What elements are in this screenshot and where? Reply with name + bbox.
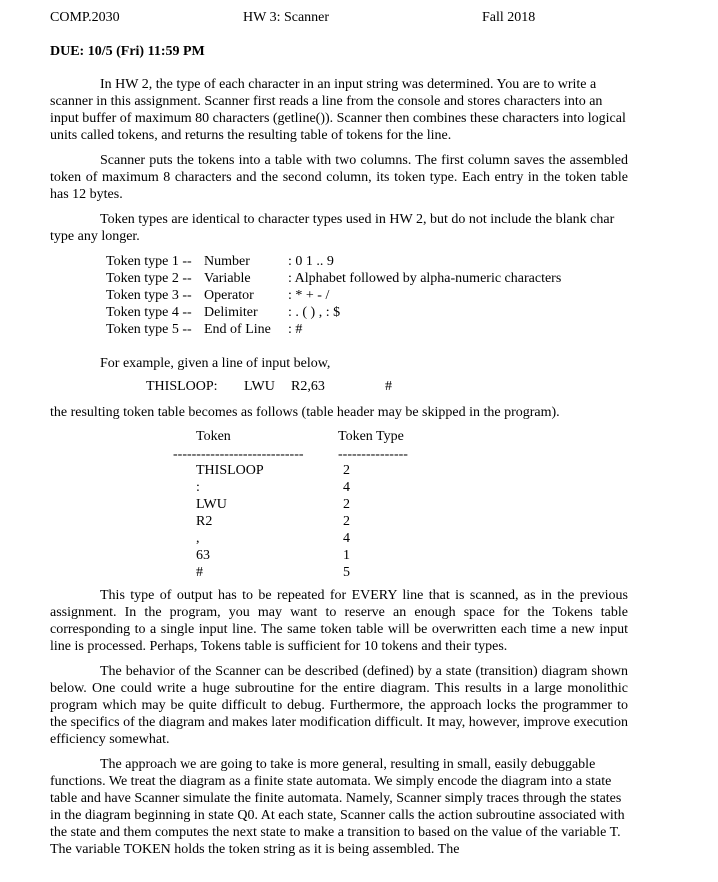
token-type-item: [106, 304, 626, 321]
paragraph-example: For example, given a line of input below,: [100, 356, 331, 371]
row-token: 63: [196, 548, 210, 563]
token-type-label: Token type 4 --: [106, 305, 192, 320]
paragraph-result: the resulting token table becomes as follows (table header may be skipped in the program).: [50, 405, 560, 420]
example-label: THISLOOP:: [146, 379, 218, 394]
row-token: #: [196, 565, 203, 580]
row-type: 2: [343, 514, 350, 529]
token-type-desc: : Alphabet followed by alpha-numeric characters: [288, 271, 562, 286]
header-token: Token: [196, 429, 231, 444]
due-date-text: DUE: 10/5 (Fri) 11:59 PM: [50, 44, 205, 59]
token-type-item: [106, 287, 626, 304]
term: Fall 2018: [482, 10, 536, 25]
token-type-name: Number: [204, 254, 250, 269]
row-type: 4: [343, 531, 350, 546]
token-type-name: Delimiter: [204, 305, 258, 320]
paragraph-token-table: Scanner puts the tokens into a table with two columns. The first column saves the assembled token of maximum 8 characters and the second column, its token type. Each entry in the token table has 12 bytes.: [50, 153, 628, 202]
token-type-desc: : 0 1 .. 9: [288, 254, 334, 269]
row-token: R2: [196, 514, 213, 529]
paragraph-token-types: Token types are identical to character types used in HW 2, but do not include the blank char type any longer.: [50, 212, 615, 244]
example-op: LWU: [244, 379, 275, 394]
paragraph-repeat: This type of output has to be repeated for EVERY line that is scanned, as in the previous assignment. In the program, you may want to reserve an enough space for the Tokens table corresponding to a single input line. The same token table will be overwritten each time a new input line is processed. Perhaps, Tokens table is sufficient for 10 tokens and their types.: [50, 588, 628, 654]
paragraph-approach: The approach we are going to take is more general, resulting in small, easily debuggable functions. We treat the diagram as a finite state automata. We simply encode the diagram into a state table and have Scanner simulate the finite automata. Namely, Scanner simply traces through the states in the diagram beginning in state Q0. At each state, Scanner calls the action subroutine associated with the state and them computes the next state to make a transition to based on the value of the variable T. The variable TOKEN holds the token string as it is being assembled. The: [50, 757, 625, 857]
token-type-name: Operator: [204, 288, 254, 303]
paragraph-behavior: The behavior of the Scanner can be described (defined) by a state (transition) diagram shown below. One could write a huge subroutine for the entire diagram. This results in a large monolithic program which may be quite difficult to debug. Furthermore, the approach locks the programmer to the specifics of the diagram and makes later modification difficult. It may, however, improve execution efficiency somewhat.: [50, 664, 628, 747]
course-code: COMP.2030: [50, 10, 120, 25]
row-type: 4: [343, 480, 350, 495]
header-token-type: Token Type: [338, 429, 404, 444]
paragraph-intro: In HW 2, the type of each character in an input string was determined. You are to write a scanner in this assignment. Scanner first reads a line from the console and stores characters into an input buffer of maximum 80 characters (getline()). Scanner then combines these characters into logical units called tokens, and returns the resulting table of tokens for the line.: [50, 77, 626, 143]
row-token: THISLOOP: [196, 463, 264, 478]
token-type-item: [106, 270, 626, 287]
token-type-label: Token type 2 --: [106, 271, 192, 286]
token-type-label: Token type 5 --: [106, 322, 192, 337]
token-type-item: [106, 253, 626, 270]
example-end: #: [385, 379, 392, 394]
token-type-name: End of Line: [204, 322, 271, 337]
example-args: R2,63: [291, 379, 325, 394]
row-type: 5: [343, 565, 350, 580]
row-type: 2: [343, 463, 350, 478]
document-title: HW 3: Scanner: [243, 10, 330, 25]
token-type-desc: : . ( ) , : $: [288, 305, 341, 320]
token-type-label: Token type 1 --: [106, 254, 192, 269]
token-type-desc: : #: [288, 322, 303, 337]
row-token: ,: [196, 531, 200, 546]
token-type-name: Variable: [204, 271, 251, 286]
token-type-desc: : * + - /: [288, 288, 330, 303]
row-token: :: [196, 480, 200, 495]
header-rule-left: ----------------------------: [173, 447, 304, 462]
token-type-label: Token type 3 --: [106, 288, 192, 303]
row-type: 1: [343, 548, 350, 563]
due-date: [50, 43, 205, 60]
token-type-item: [106, 321, 626, 338]
row-token: LWU: [196, 497, 227, 512]
header-rule-right: ---------------: [338, 447, 408, 462]
row-type: 2: [343, 497, 350, 512]
